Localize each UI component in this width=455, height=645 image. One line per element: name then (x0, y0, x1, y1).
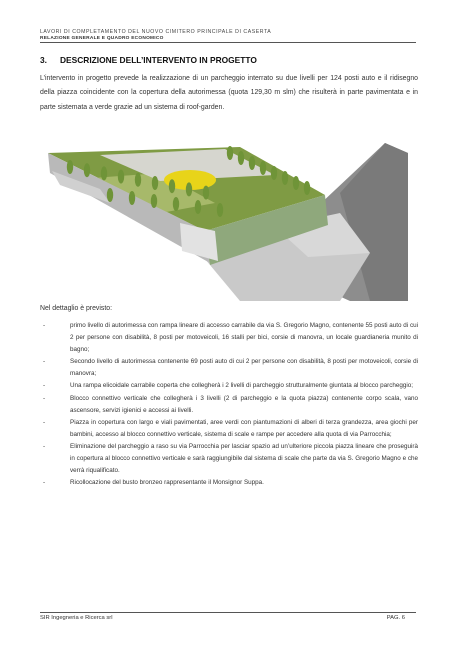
list-item (40, 320, 418, 356)
list-bullet: - (43, 479, 46, 487)
tree (217, 203, 223, 217)
list-item-text: Blocco connettivo verticale che collegherà i 3 livelli (2 di parcheggio e la quota piazza) contenente corpo scala, vano ascensore, servizi igienici e accessi ai livelli. (70, 394, 418, 414)
section-title: DESCRIZIONE DELL’INTERVENTO IN PROGETTO (60, 55, 257, 65)
header-project-title: LAVORI DI COMPLETAMENTO DEL NUOVO CIMITERO PRINCIPALE DI CASERTA (40, 29, 272, 35)
list-item (40, 380, 418, 392)
list-item-text: Eliminazione del parcheggio a raso su via Parrocchia per lasciar spazio ad un’ulteriore piccola piazza lineare che proseguirà in copertura al blocco connettivo verticale e sarà raggiungibile dal sistema di scale che parte da via S. Gregorio Magno e che verrà riqualificato. (70, 442, 418, 475)
tree (304, 181, 310, 195)
header-rule (40, 42, 416, 43)
list-item-text: Piazza in copertura con largo e viali pavimentati, aree verdi con piantumazioni di alberi di terza grandezza, area giochi per bambini, accesso al blocco connettivo verticale, sistema di scale e rampe per accedere alla quota di via Parrocchia; (70, 418, 418, 438)
list-bullet: - (43, 442, 46, 450)
section-heading (40, 55, 257, 65)
tree (282, 171, 288, 185)
list-bullet: - (43, 382, 46, 390)
tree (107, 188, 113, 202)
list-item (40, 477, 418, 489)
tree (203, 186, 209, 200)
detail-intro: Nel dettaglio è previsto: (40, 305, 113, 312)
tree (227, 146, 233, 160)
tree (271, 166, 277, 180)
list-bullet: - (43, 358, 46, 366)
list-item (40, 356, 418, 380)
tree (135, 173, 141, 187)
list-item-text: Una rampa elicoidale carrabile coperta che collegherà i 2 livelli di parcheggio strutturalmente giuntata al blocco parcheggio; (70, 382, 414, 390)
tree (151, 194, 157, 208)
tree (195, 200, 201, 214)
list-item-text: Secondo livello di autorimessa contenente 69 posti auto di cui 2 per persone con disabilità, 8 posti per motoveicoli, corsie di manovra; (70, 358, 418, 378)
tree (152, 176, 158, 190)
list-item (40, 417, 418, 441)
list-item (40, 393, 418, 417)
tree (101, 166, 107, 180)
list-bullet: - (43, 418, 46, 426)
rendering-base (48, 143, 408, 301)
list-bullet: - (43, 322, 46, 329)
list-item-text: Ricollocazione del busto bronzeo rappresentante il Monsignor Suppa. (70, 479, 264, 487)
list-item-text: primo livello di autorimessa con rampa lineare di accesso carrabile da via S. Gregorio Magno, contenente 55 posti auto di cui 2 per persone con disabilità, 8 posti per motoveicoli, 16 stalli per bici, corsie di manovra, un locale guardianeria munito di bagno; (70, 322, 418, 354)
project-rendering (40, 133, 408, 305)
tree (169, 179, 175, 193)
tree (293, 176, 299, 190)
section-number: 3. (40, 55, 47, 65)
tree (118, 170, 124, 184)
footer-rule (40, 612, 416, 613)
intro-paragraph: L’intervento in progetto prevede la realizzazione di un parcheggio interrato su due livelli per 124 posti auto e il ridisegno della piazza coincidente con la copertura della autorimessa (quota 129,30 m slm) che risulterà in parte pavimentata e in parte sistemata a verde grazie ad un sistema di roof-garden. (40, 75, 418, 111)
tree (84, 163, 90, 177)
tree (186, 182, 192, 196)
header-subtitle: RELAZIONE GENERALE E QUADRO ECONOMICO (40, 36, 164, 41)
tree (67, 160, 73, 174)
footer-page-number: PAG. 6 (386, 615, 405, 621)
tree (129, 191, 135, 205)
tree (260, 161, 266, 175)
list-bullet: - (43, 394, 46, 402)
detail-list (40, 320, 418, 489)
footer-company: SIR Ingegneria e Ricerca srl (40, 615, 113, 621)
tree (238, 151, 244, 165)
tree (249, 156, 255, 170)
list-item (40, 441, 418, 477)
tree (173, 197, 179, 211)
